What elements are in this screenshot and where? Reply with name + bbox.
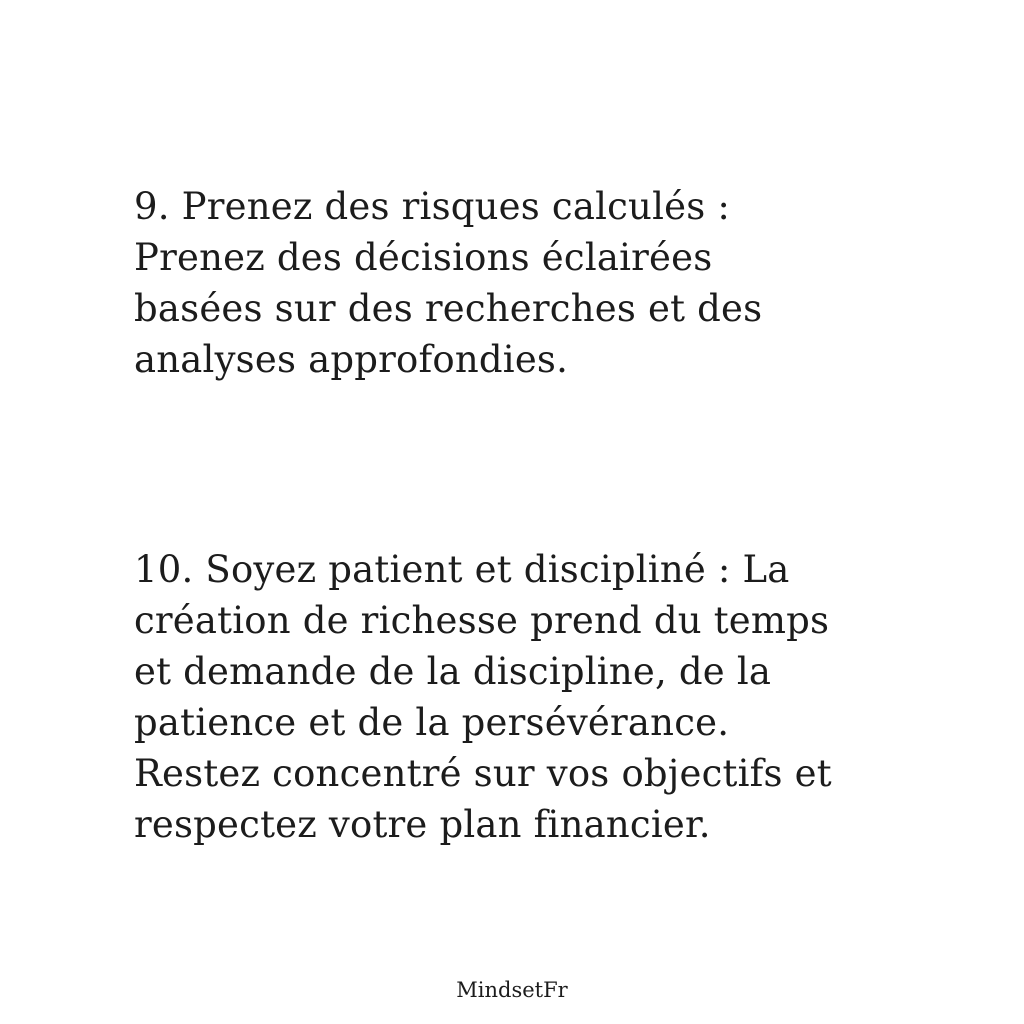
tip-10-line: et demande de la discipline, de la xyxy=(134,650,772,693)
tip-10-line: création de richesse prend du temps xyxy=(134,599,830,642)
tip-9-line: analyses approfondies. xyxy=(134,338,569,381)
tip-10-line: 10. Soyez patient et discipliné : La xyxy=(134,548,790,591)
tip-10-text xyxy=(134,544,894,850)
tip-10-line: respectez votre plan financier. xyxy=(134,803,711,846)
brand-signature: MindsetFr xyxy=(456,978,568,1002)
tip-10-line: Restez concentré sur vos objectifs et xyxy=(134,752,832,795)
tip-9-line: 9. Prenez des risques calculés : xyxy=(134,185,731,228)
tip-9-text xyxy=(134,181,894,385)
tip-10-line: patience et de la persévérance. xyxy=(134,701,730,744)
tip-9-line: basées sur des recherches et des xyxy=(134,287,763,330)
tip-9-line: Prenez des décisions éclairées xyxy=(134,236,713,279)
